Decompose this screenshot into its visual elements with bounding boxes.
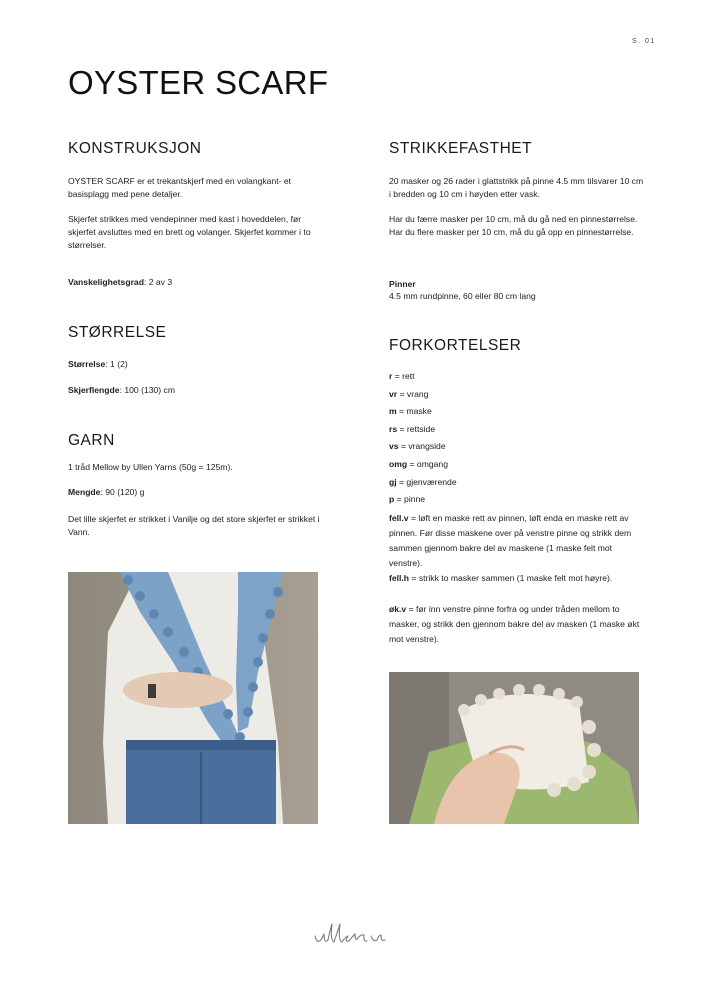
list-item [389,423,645,441]
abbr-desc: = rettside [397,423,436,434]
abbr-key: vr [389,388,398,399]
abbr-key: m [389,406,397,417]
needles-label [389,278,645,291]
abbr-desc: = løft en maske rett av pinnen, løft enda en maske rett av pinnen. Før disse maskene over på venstre pinne og strikk dem sammen gjennom bakre del av maskene (1 maske felt mot venstre). [389,513,632,568]
abbr-desc: = pinne [394,494,426,505]
size-value: : 1 (2) [105,359,128,369]
abbreviations-heading: FORKORTELSER [389,337,522,354]
abbr-desc: = før inn venstre pinne forfra og under tråden mellom to masker, og strikk den gjennom bakre del av masken (1 maske økt mot venstre). [389,604,640,644]
abbr-key: øk.v [389,604,407,614]
abbr-desc: = rett [392,371,415,381]
size-line [68,358,330,371]
yarn-note: Det lille skjerfet er strikket i Vanilje og det store skjerfet er strikket i Vann. [68,514,320,537]
list-item [389,458,645,476]
abbr-key: fell.v [389,513,409,523]
length-line [68,384,330,397]
abbr-key: p [389,494,395,505]
photo-blue-scarf [68,572,318,824]
photo-cream-collar [389,672,639,824]
difficulty-line [68,276,330,289]
size-heading: STØRRELSE [68,324,167,341]
photo-cream-collar-graphic [389,672,639,824]
difficulty-label: Vanskelighetsgrad [68,277,144,287]
abbr-key: omg [389,458,408,469]
abbr-desc: = omgang [407,458,448,469]
yarn-heading: GARN [68,432,115,449]
yarn-line: 1 tråd Mellow by Ullen Yarns (50g = 125m). [68,462,233,472]
photo-blue-scarf-graphic [68,572,318,824]
page-number: S. 01 [632,38,656,45]
needles-value: 4.5 mm rundpinne, 60 eller 80 cm lang [389,291,536,301]
construction-heading: KONSTRUKSJON [68,140,202,157]
needles-label-text: Pinner [389,279,416,289]
abbr-desc: = vrangside [398,441,446,452]
amount-value: : 90 (120) g [100,487,145,497]
pattern-title: OYSTER SCARF [68,64,329,101]
list-item [389,405,645,423]
list-item [389,388,645,406]
abbr-key: gj [389,476,397,487]
abbr-key: fell.h [389,573,410,583]
size-label: Størrelse [68,359,106,369]
list-item [389,370,645,388]
ullen-logo-script [311,920,397,950]
abbr-long-2 [389,571,643,586]
length-label: Skjerflengde [68,385,120,395]
abbr-long-1 [389,511,643,571]
abbr-key: r [389,371,393,381]
abbr-desc: = vrang [397,388,429,399]
gauge-para-2: Har du færre masker per 10 cm, må du gå ned en pinnestørrelse. Har du flere masker per 10 cm, må du gå opp en pinnestørrelse. [389,214,638,237]
abbr-key: vs [389,441,399,452]
abbr-key: rs [389,423,398,434]
list-item [389,440,645,458]
ullen-logo [311,920,397,950]
gauge-para-1: 20 masker og 26 rader i glattstrikk på pinne 4.5 mm tilsvarer 10 cm i bredden og 10 cm i høyden etter vask. [389,176,644,199]
amount-label: Mengde [68,487,101,497]
construction-para-2: Skjerfet strikkes med vendepinner med kast i hoveddelen, før skjerfet avsluttes med en brett og volanger. Skjerfet kommer i to størrelser. [68,214,311,250]
abbr-desc: = maske [396,406,432,417]
abbr-desc: = gjenværende [396,476,457,487]
construction-para-1: OYSTER SCARF er et trekantskjerf med en volangkant- et basisplagg med pene detaljer. [68,176,292,199]
list-item [389,493,645,511]
difficulty-value: : 2 av 3 [143,277,173,287]
abbr-list [389,370,645,511]
gauge-heading: STRIKKEFASTHET [389,140,533,157]
length-value: : 100 (130) cm [119,385,175,395]
list-item [389,476,645,494]
abbr-desc: = strikk to masker sammen (1 maske felt mot høyre). [409,573,613,583]
amount-line [68,486,330,499]
abbr-long-3 [389,602,643,647]
